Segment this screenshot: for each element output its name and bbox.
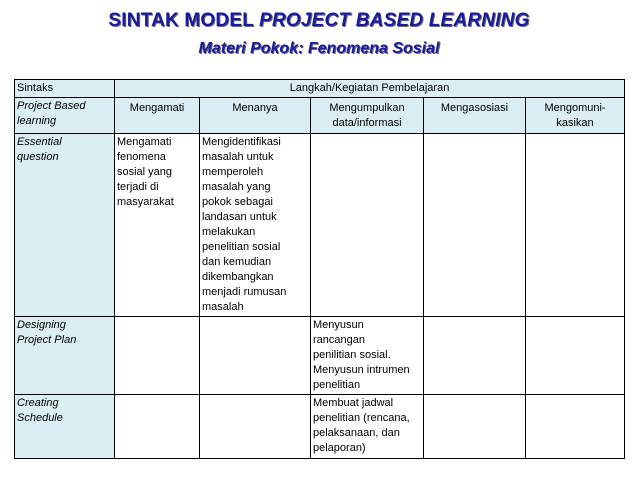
step-menanya: Menanya — [200, 98, 311, 134]
table-cell — [115, 317, 200, 395]
table-cell: Mengamati fenomena sosial yang terjadi di masyarakat — [115, 134, 200, 317]
title-part1: SINTAK MODEL — [108, 10, 260, 31]
table-cell — [424, 395, 526, 459]
table-row — [15, 395, 625, 459]
table-row — [15, 317, 625, 395]
model-name: Project Based learning — [15, 98, 115, 134]
step-mengomunikasikan: Mengomuni- kasikan — [526, 98, 625, 134]
header-row — [15, 80, 625, 98]
step-mengamati: Mengamati — [115, 98, 200, 134]
table-cell — [200, 395, 311, 459]
table-cell — [311, 134, 424, 317]
page-subtitle: Materi Pokok: Fenomena Sosial — [198, 40, 440, 57]
row-sintaks: Creating Schedule — [15, 395, 115, 459]
table-cell — [526, 395, 625, 459]
table-cell — [424, 134, 526, 317]
step-mengumpulkan: Mengumpulkan data/informasi — [311, 98, 424, 134]
page-title — [0, 10, 638, 32]
syntax-table — [14, 79, 625, 459]
row-sintaks: Essential question — [15, 134, 115, 317]
table-cell: Membuat jadwal penelitian (rencana, pelaksanaan, dan pelaporan) — [311, 395, 424, 459]
steps-row — [15, 98, 625, 134]
table-cell — [526, 317, 625, 395]
table-cell — [200, 317, 311, 395]
header-sintaks: Sintaks — [15, 80, 115, 98]
header-langkah: Langkah/Kegiatan Pembelajaran — [115, 80, 625, 98]
title-part2: PROJECT BASED LEARNING — [259, 10, 530, 31]
step-mengasosiasi: Mengasosiasi — [424, 98, 526, 134]
table-cell — [526, 134, 625, 317]
row-sintaks: Designing Project Plan — [15, 317, 115, 395]
table-cell — [115, 395, 200, 459]
table-row — [15, 134, 625, 317]
table-cell: Mengidentifikasi masalah untuk memperoleh masalah yang pokok sebagai landasan untuk melakukan penelitian sosial dan kemudian dikembangkan menjadi rumusan masalah — [200, 134, 311, 317]
table-cell — [424, 317, 526, 395]
table-cell: Menyusun rancangan penilitian sosial. Menyusun intrumen penelitian — [311, 317, 424, 395]
